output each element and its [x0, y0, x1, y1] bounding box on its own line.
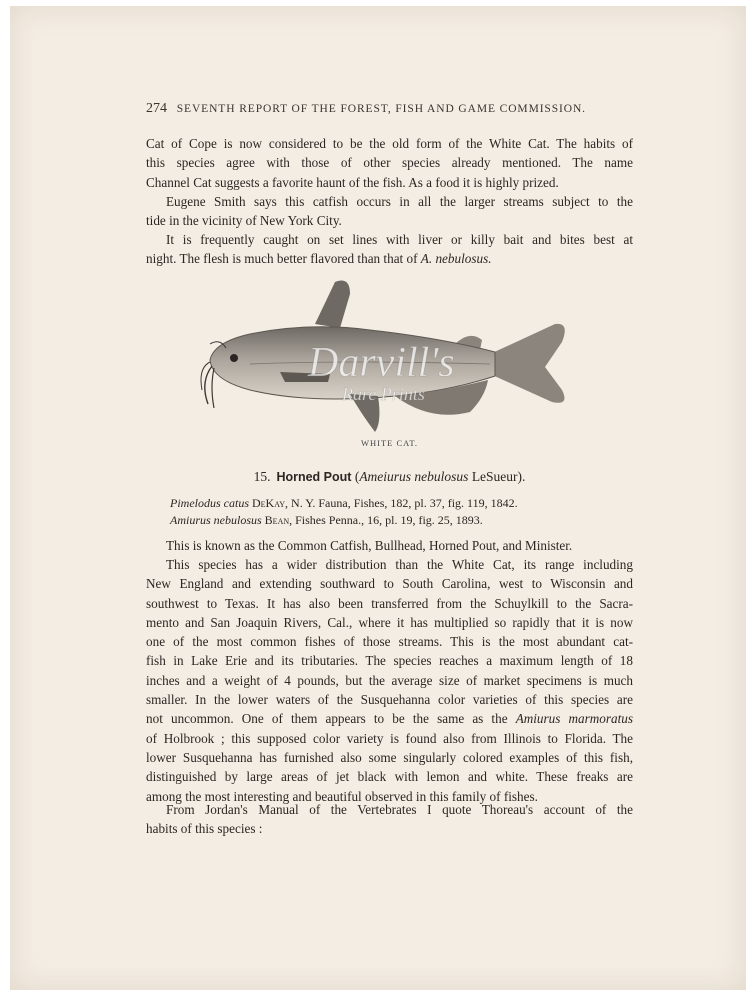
text-line: It is frequently caught on set lines with liver or killy bait and bites best at [166, 232, 633, 247]
scientific-name: Ameiurus nebulosus [359, 469, 469, 484]
paragraph-1 [146, 134, 633, 192]
eye [230, 354, 238, 362]
text-line: this species agree with those of other species already mentioned. The name [146, 155, 633, 171]
white-cat-illustration [190, 272, 590, 442]
running-title: SEVENTH REPORT OF THE FOREST, FISH AND GAME COMMISSION. [176, 103, 586, 115]
text-line: among the most interesting and beautiful observed in this family of fishes. [146, 788, 538, 804]
text-line: smaller. In the lower waters of the Susquehanna color varieties of this species are [146, 692, 633, 708]
text-line: habits of this species : [146, 821, 263, 837]
species-number: 15. [253, 469, 271, 484]
synonym-line: Pimelodus catus DeKay, N. Y. Fauna, Fishes, 182, pl. 37, fig. 119, 1842. [170, 496, 518, 510]
page-number: 274 [146, 101, 167, 116]
synonym-line: Amiurus nebulosus Bean, Fishes Penna., 16, pl. 19, fig. 25, 1893. [170, 513, 483, 527]
text-line: lower Susquehanna has furnished also some singularly colored examples of this fish, [146, 749, 633, 765]
watermark-subtext: Rare Prints [342, 384, 425, 404]
text-line: inches and a weight of 4 pounds, but the average size of market specimens is much [146, 672, 633, 688]
text-line: fish in Lake Erie and its tributaries. The species reaches a maximum length of 18 [146, 653, 633, 669]
text-line: Cat of Cope is now considered to be the old form of the White Cat. The habits of [146, 136, 633, 151]
body-paragraph-1 [146, 536, 633, 555]
species-author: LeSueur). [468, 469, 526, 484]
text-line: Eugene Smith says this catfish occurs in all the larger streams subject to the [166, 194, 633, 209]
tail-fin [490, 324, 565, 403]
text-line: From Jordan's Manual of the Vertebrates I quote Thoreau's account of the [166, 802, 633, 817]
body-paragraph-3 [146, 800, 633, 839]
text-line: This species has a wider distribution than the White Cat, its range including [166, 557, 633, 572]
text-line: one of the most common fishes of those streams. This is the most abundant cat- [146, 634, 633, 650]
page-header [146, 101, 586, 117]
watermark-text: Darvill's [308, 340, 455, 386]
dorsal-fin [315, 281, 350, 329]
figure-caption: WHITE CAT. [360, 438, 419, 448]
text-line: tide in the vicinity of New York City. [146, 213, 342, 229]
text-line: New England and extending southward to South Carolina, west to Wisconsin and [146, 576, 633, 592]
text-line: not uncommon. One of them appears to be the same as the Amiurus marmoratus [146, 711, 633, 727]
barbel [212, 368, 214, 408]
text-line: Channel Cat suggests a favorite haunt of the fish. As a food it is highly prized. [146, 174, 559, 190]
paragraph-3 [146, 230, 633, 269]
species-heading: 15. Horned Pout (Ameiurus nebulosus LeSueur). [253, 469, 526, 484]
text-line: night. The flesh is much better flavored than that of A. nebulosus. [146, 251, 492, 267]
body-paragraph-2 [146, 555, 633, 806]
paragraph-2 [146, 192, 633, 231]
text-line: distinguished by large areas of jet black with lemon and white. These freaks are [146, 769, 633, 785]
text-line: of Holbrook ; this supposed color variety is found also from Illinois to Florida. The [146, 730, 633, 746]
common-name: Horned Pout [276, 470, 352, 484]
text-line: mento and San Joaquin Rivers, Cal., where it has multiplied so rapidly that it is now [146, 614, 633, 630]
text-line: southwest to Texas. It has also been transferred from the Schuylkill to the Sacra- [146, 595, 633, 611]
barbel [205, 366, 212, 404]
text-line: This is known as the Common Catfish, Bullhead, Horned Pout, and Minister. [166, 538, 573, 553]
